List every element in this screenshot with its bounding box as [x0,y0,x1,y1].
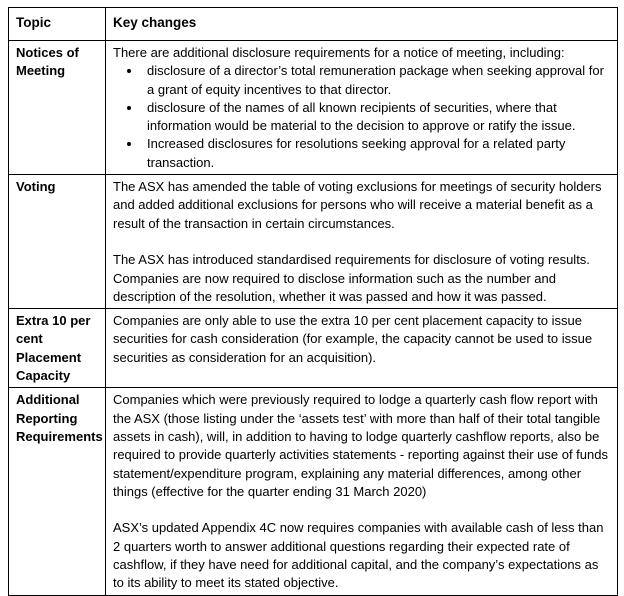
bullet-item: • disclosure of a director’s total remuneration package when seeking approval for a grant of equity incentives to that director. [142,62,612,99]
topic-cell-voting: Voting [9,175,106,309]
table-header-row [9,8,618,41]
bullet-item: • disclosure of the names of all known recipients of securities, where that information would be material to the decision to approve or ratify the issue. [142,99,612,136]
bullet-list [113,62,612,172]
table-row-extra-placement-capacity [9,309,618,388]
paragraph: The ASX has amended the table of voting exclusions for meetings of security holders and added additional exclusions for persons who will receive a material benefit as a result of the transaction in certain circumstances. [113,179,602,231]
paragraph: Companies which were previously required to lodge a quarterly cash flow report with the ASX (those listing under the ‘assets test’ with more than half of their total tangible assets in cash), will, in addition to having to lodge quarterly cashflow reports, also be required to provide quarterly activities statements - reporting against their use of funds statement/expenditure program, explaining any material differences, among other things (effective for the quarter ending 31 March 2020) [113,392,608,499]
key-changes-table [8,7,618,596]
paragraph: The ASX has introduced standardised requirements for disclosure of voting results. Companies are now required to disclose information such as the number and description of the resolution, whether it was passed and how it was passed. [113,252,590,304]
topic-cell-notices-of-meeting: Notices of Meeting [9,41,106,175]
key-changes-cell-additional-reporting [106,388,618,595]
key-changes-cell-voting [106,175,618,309]
table-row-voting [9,175,618,309]
paragraph: ASX’s updated Appendix 4C now requires companies with available cash of less than 2 quarters worth to answer additional questions regarding their expected rate of cashflow, if they have need for additional capital, and the company’s expectations as to its ability to meet its stated objective. [113,520,604,591]
table-row-notices-of-meeting [9,41,618,175]
bullet-item: • Increased disclosures for resolutions seeking approval for a related party transaction. [142,135,612,172]
paragraph: Companies are only able to use the extra 10 per cent placement capacity to issue securities for cash consideration (for example, the capacity cannot be used to issue securities as consideration for an acquisition). [113,313,593,365]
topic-cell-extra-placement-capacity: Extra 10 per cent Placement Capacity [9,309,106,388]
key-changes-cell-notices-of-meeting [106,41,618,175]
key-changes-cell-extra-placement-capacity [106,309,618,388]
table-row-additional-reporting [9,388,618,595]
key-changes-column-header: Key changes [106,8,618,41]
topic-column-header: Topic [9,8,106,41]
topic-cell-additional-reporting: Additional Reporting Requirements [9,388,106,595]
intro-paragraph: There are additional disclosure requirements for a notice of meeting, including: [113,45,565,60]
